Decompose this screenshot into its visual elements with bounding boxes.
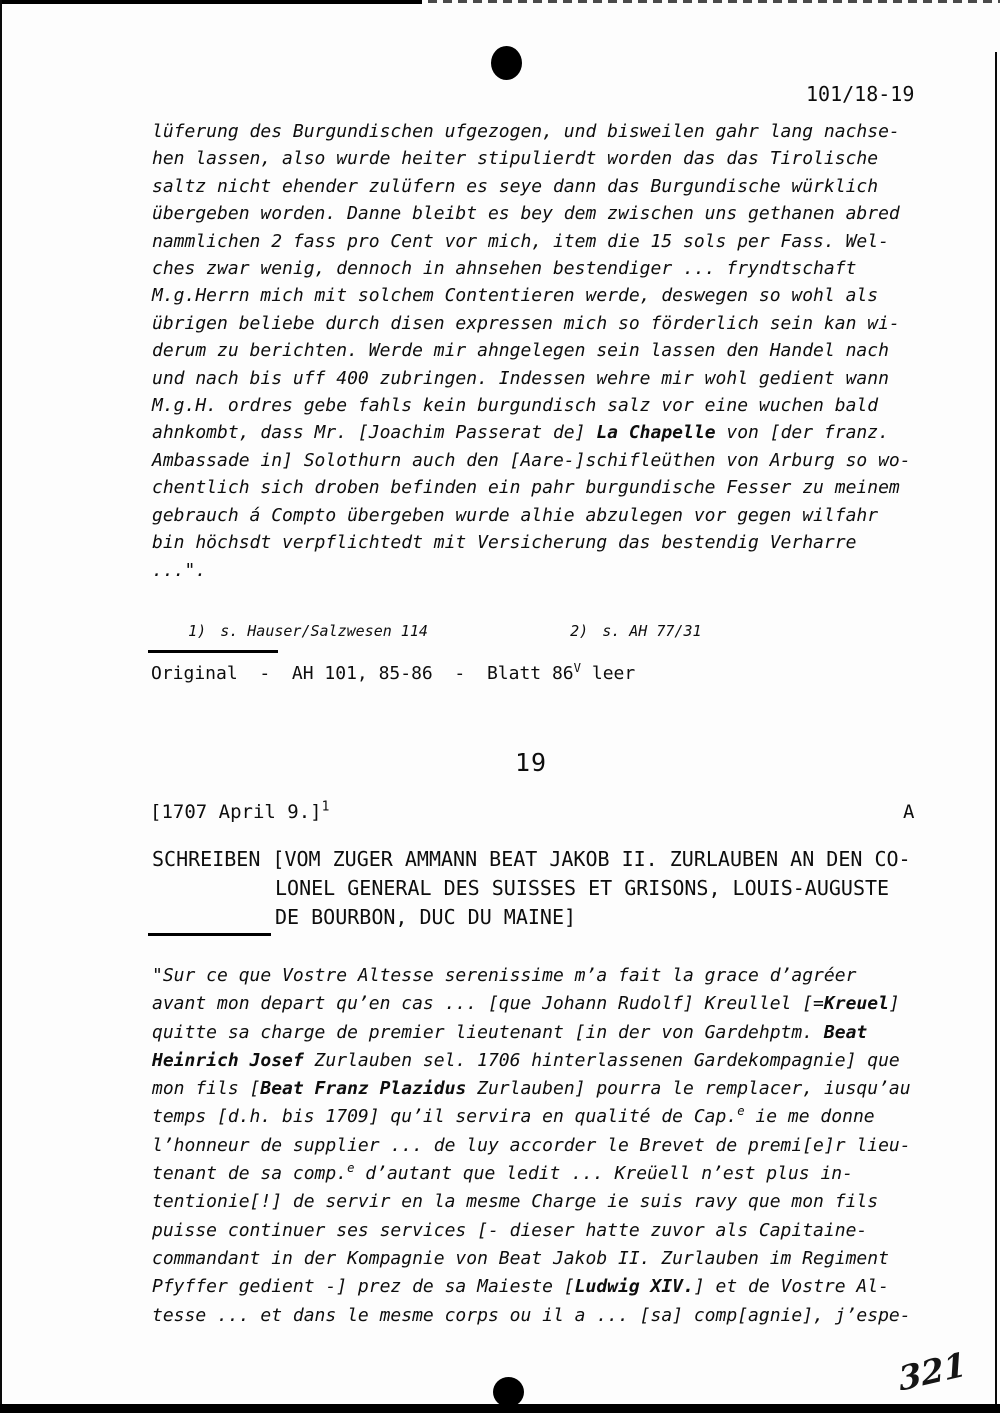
- text-line: saltz nicht ehender zulüfern es seye dann das Burgundische würklich: [152, 175, 879, 197]
- text-line: übrigen beliebe durch disen expressen mich so förderlich sein kan wi-: [152, 312, 900, 334]
- text-line: hen lassen, also wurde heiter stipulierdt worden das das Tirolische: [152, 148, 879, 170]
- entry19-heading: [152, 845, 911, 932]
- hole-punch-bottom-icon: [493, 1377, 524, 1407]
- text-line: avant mon depart qu’en cas ... [que Johann Rudolf] Kreullel [=Kreuel]: [152, 993, 900, 1015]
- text-line: SCHREIBEN [VOM ZUGER AMMANN BEAT JAKOB II. ZURLAUBEN AN DEN CO-: [152, 847, 911, 871]
- page-header-number: 101/18-19: [806, 82, 915, 106]
- scan-edge-top-left: [0, 0, 422, 4]
- text-line: chentlich sich droben befinden ein pahr burgundische Fesser zu meinem: [152, 477, 900, 499]
- text-line: "Sur ce que Vostre Altesse serenissime m’a fait la grace d’agréer: [152, 965, 857, 986]
- footnote-1-text: s. Hauser/Salzwesen 114: [220, 622, 428, 640]
- text-line: gebrauch á Compto übergeben wurde alhie abzulegen vor gegen wilfahr: [152, 504, 879, 526]
- text-line: nammlichen 2 fass pro Cent vor mich, item die 15 sols per Fass. Wel-: [152, 230, 889, 252]
- text-line: übergeben worden. Danne bleibt es bey dem zwischen uns gethanen abred: [152, 203, 900, 225]
- scan-edge-left: [0, 0, 2, 1413]
- entry18-body-paragraph: [152, 118, 942, 584]
- footnote-2-label: 2): [570, 622, 589, 640]
- text-line: M.g.H. ordres gebe fahls kein burgundisch salz vor eine wuchen bald: [152, 395, 879, 417]
- text-line: Heinrich Josef Zurlauben sel. 1706 hinterlassenen Gardekompagnie] que: [152, 1049, 900, 1071]
- text-line: bin höchsdt verpflichtedt mit Versicherung das bestendig Verharre: [152, 532, 857, 554]
- entry19-siglum: A: [903, 801, 915, 823]
- footnote-2-text: s. AH 77/31: [602, 622, 702, 640]
- scan-edge-bottom: [0, 1404, 1000, 1413]
- divider-rule-source: [148, 650, 278, 653]
- text-line: Pfyffer gedient -] prez de sa Maieste [Ludwig XIV.] et de Vostre Al-: [152, 1276, 889, 1298]
- text-line: commandant in der Kompagnie von Beat Jakob II. Zurlauben im Regiment: [152, 1247, 889, 1269]
- hole-punch-top-icon: [491, 46, 522, 80]
- text-line: lüferung des Burgundischen ufgezogen, und bisweilen gahr lang nachse-: [152, 121, 900, 142]
- handwritten-folio-number: 321: [896, 1344, 969, 1399]
- text-line: LONEL GENERAL DES SUISSES ET GRISONS, LOUIS-AUGUSTE: [275, 876, 890, 900]
- entry19-document-number: 19: [514, 748, 548, 777]
- text-line: derum zu berichten. Werde mir ahngelegen sein lassen den Handel nach: [152, 340, 889, 362]
- footnote-2: [534, 604, 702, 658]
- text-line: M.g.Herrn mich mit solchem Contentieren werde, deswegen so wohl als: [152, 285, 879, 307]
- scan-edge-right: [995, 52, 997, 1413]
- text-line: und nach bis uff 400 zubringen. Indessen wehre mir wohl gedient wann: [152, 367, 889, 389]
- text-line: mon fils [Beat Franz Plazidus Zurlauben] pourra le remplacer, iusqu’au: [152, 1078, 911, 1100]
- text-line: DE BOURBON, DUC DU MAINE]: [275, 905, 577, 929]
- text-line: ...".: [152, 559, 207, 581]
- footnote-1-label: 1): [188, 622, 207, 640]
- entry18-source-line: Original - AH 101, 85-86 - Blatt $86^V$ leer: [151, 661, 636, 684]
- text-line: quitte sa charge de premier lieutenant [in der von Gardehptm. Beat: [152, 1021, 868, 1043]
- text-line: tentionie[!] de servir en la mesme Charge ie suis ravy que mon fils: [152, 1191, 879, 1213]
- entry19-body-paragraph: [152, 962, 952, 1330]
- text-line: tenant de sa comp.$^e$ d’autant que ledit ... Kreüell n’est plus in-: [152, 1161, 853, 1185]
- text-line: ahnkombt, dass Mr. [Joachim Passerat de] La Chapelle von [der franz.: [152, 422, 889, 444]
- text-line: ches zwar wenig, dennoch in ahnsehen bestendiger ... fryndtschaft: [152, 258, 857, 280]
- text-line: tesse ... et dans le mesme corps ou il a ... [sa] comp[agnie], j’espe-: [152, 1304, 911, 1326]
- text-line: puisse continuer ses services [- dieser hatte zuvor als Capitaine-: [152, 1219, 868, 1241]
- scan-edge-top-right: [428, 0, 1000, 3]
- entry19-date: [1707 April 9.]$^1$: [150, 799, 330, 823]
- text-line: Ambassade in] Solothurn auch den [Aare-]schifleüthen von Arburg so wo-: [152, 449, 911, 471]
- text-line: l’honneur de supplier ... de luy accorder le Brevet de premi[e]r lieu-: [152, 1134, 911, 1156]
- divider-rule-heading: [148, 933, 271, 936]
- text-line: temps [d.h. bis 1709] qu’il servira en qualité de Cap.$^e$ ie me donne: [152, 1104, 875, 1128]
